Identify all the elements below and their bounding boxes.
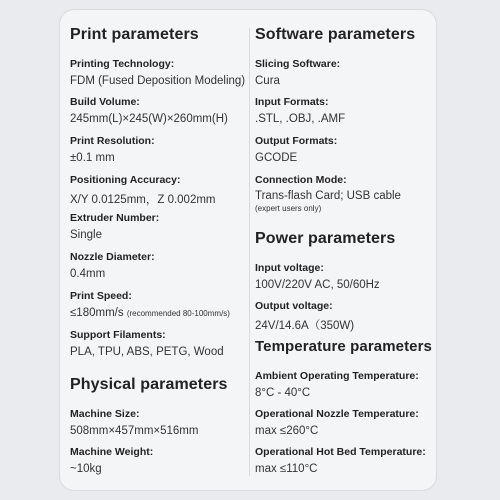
spec-card [60, 10, 436, 490]
spec-value [70, 307, 230, 319]
spec-value: 0.4mm [70, 268, 106, 280]
power-parameters-title: Power parameters [255, 230, 396, 247]
spec-label: Operational Hot Bed Temperature: [255, 446, 426, 458]
spec-value: X/Y 0.0125mm，Z 0.002mm [70, 194, 216, 206]
temperature-parameters-title: Temperature parameters [255, 338, 432, 355]
spec-value: .STL, .OBJ, .AMF [255, 113, 346, 125]
spec-value: 245mm(L)×245(W)×260mm(H) [70, 113, 228, 125]
spec-label: Machine Weight: [70, 446, 154, 458]
spec-label: Support Filaments: [70, 329, 166, 341]
spec-value: FDM (Fused Deposition Modeling) [70, 75, 246, 87]
spec-label: Slicing Software: [255, 58, 341, 70]
column-divider [249, 28, 250, 476]
physical-parameters-title: Physical parameters [70, 376, 228, 393]
print-speed-value: ≤180mm/s [70, 307, 124, 319]
spec-value: max ≤260°C [255, 425, 319, 437]
spec-label: Connection Mode: [255, 174, 347, 186]
spec-value: ~10kg [70, 463, 102, 475]
connection-note: (expert users only) [255, 204, 322, 213]
spec-label: Positioning Accuracy: [70, 174, 181, 186]
spec-value: GCODE [255, 152, 298, 164]
spec-label: Build Volume: [70, 96, 140, 108]
spec-value: 24V/14.6A（350W) [255, 320, 355, 332]
spec-value: max ≤110°C [255, 463, 318, 475]
spec-label: Output voltage: [255, 300, 333, 312]
spec-label: Nozzle Diameter: [70, 251, 155, 263]
spec-label: Machine Size: [70, 408, 140, 420]
spec-value: PLA, TPU, ABS, PETG, Wood [70, 346, 224, 358]
spec-label: Ambient Operating Temperature: [255, 370, 419, 382]
spec-label: Output Formats: [255, 135, 338, 147]
spec-value: 508mm×457mm×516mm [70, 425, 199, 437]
spec-value: Single [70, 229, 102, 241]
print-parameters-title: Print parameters [70, 26, 199, 43]
spec-label: Printing Technology: [70, 58, 175, 70]
spec-label: Input voltage: [255, 262, 324, 274]
spec-value: Trans-flash Card; USB cable [255, 190, 401, 202]
software-parameters-title: Software parameters [255, 26, 416, 43]
spec-label: Print Speed: [70, 290, 132, 302]
spec-label: Extruder Number: [70, 212, 160, 224]
spec-label: Operational Nozzle Temperature: [255, 408, 419, 420]
print-speed-note: (recommended 80-100mm/s) [126, 309, 230, 318]
spec-value: ±0.1 mm [70, 152, 115, 164]
spec-label: Print Resolution: [70, 135, 155, 147]
spec-value: 8°C - 40°C [255, 387, 311, 399]
spec-label: Input Formats: [255, 96, 329, 108]
spec-value: Cura [255, 75, 280, 87]
spec-value: 100V/220V AC, 50/60Hz [255, 279, 380, 291]
